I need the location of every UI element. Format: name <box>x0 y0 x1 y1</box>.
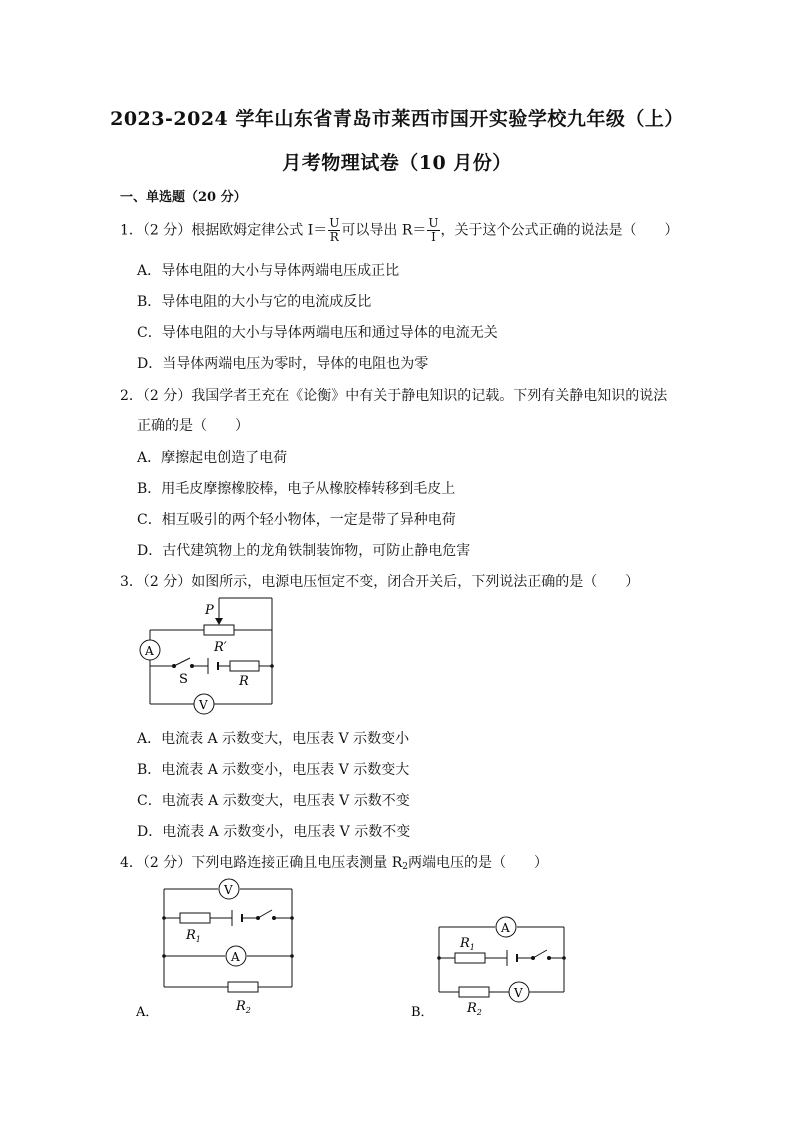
figa-label-r1 <box>185 928 201 944</box>
label-voltmeter-v: V <box>199 698 208 712</box>
figa-r1-subscript: 1 <box>195 935 201 944</box>
switch-contact-icon-2 <box>190 664 194 668</box>
slider-arrow-icon <box>215 618 223 625</box>
figb-junction-icon <box>437 956 441 960</box>
q2-stem-line2: 正确的是（ ） <box>137 418 249 434</box>
figb-label-a: A <box>501 921 510 935</box>
q4-stem-part-a: 4．（2 分）下列电路连接正确且电压表测量 R <box>120 855 403 871</box>
q2-option-a: A．摩擦起电创造了电荷 <box>137 450 288 466</box>
document-title-line1: 2023-2024 学年山东省青岛市莱西市国开实验学校九年级（上） <box>110 108 684 130</box>
q1-frac2-numerator: U <box>428 216 439 230</box>
figa-label-r2 <box>235 999 251 1015</box>
q3-option-d: D．电流表 A 示数变小，电压表 V 示数不变 <box>137 824 411 840</box>
figb-r1-letter: R <box>460 936 470 951</box>
figb-label-r2 <box>466 1001 482 1017</box>
q1-stem-part-c: ，关于这个公式正确的说法是（ ） <box>440 222 679 239</box>
figb-label-r1 <box>459 936 475 952</box>
figa-label-a: A <box>231 950 240 964</box>
q4-figure-a <box>136 874 306 1026</box>
q4-stem <box>120 852 548 872</box>
q4-stem-subscript: 2 <box>402 862 408 872</box>
figa-junction-icon-3 <box>162 954 166 958</box>
q2-option-d: D．古代建筑物上的龙角铁制装饰物，可防止静电危害 <box>137 543 471 559</box>
q2-option-b: B．用毛皮摩擦橡胶棒，电子从橡胶棒转移到毛皮上 <box>137 481 456 497</box>
label-ammeter-a: A <box>145 644 154 658</box>
figa-switch-blade-icon <box>258 910 272 918</box>
figb-r2-subscript: 2 <box>476 1008 482 1017</box>
figb-resistor-r2 <box>459 987 489 997</box>
q1-option-a: A．导体电阻的大小与导体两端电压成正比 <box>137 263 400 279</box>
q1-frac1-denominator: R <box>329 230 339 244</box>
section-heading: 一、单选题（20 分） <box>120 190 247 205</box>
figb-junction-icon-2 <box>562 956 566 960</box>
figa-junction-icon-4 <box>290 954 294 958</box>
rheostat-r-prime <box>204 625 234 635</box>
figa-r2-letter: R <box>236 999 246 1014</box>
q1-formula-fraction-1 <box>328 217 340 244</box>
q4-circuit-a <box>136 874 306 1022</box>
q3-circuit-figure <box>132 592 307 726</box>
q1-stem-part-b: 可以导出 R＝ <box>341 222 427 239</box>
label-r-prime: R′ <box>214 640 227 655</box>
q4-circuit-b <box>411 912 581 1024</box>
figb-r1-subscript: 1 <box>469 943 475 952</box>
question-1-stem <box>120 217 679 244</box>
figa-option-label: A． <box>136 1005 159 1020</box>
q2-stem-line1: 2．（2 分）我国学者王充在《论衡》中有关于静电知识的记载。下列有关静电知识的说法 <box>120 388 668 404</box>
figa-r1-letter: R <box>186 928 196 943</box>
figa-label-v: V <box>224 883 233 897</box>
figb-option-label: B． <box>411 1005 434 1020</box>
q1-stem-part-a: 1．（2 分）根据欧姆定律公式 I＝ <box>120 222 328 239</box>
figa-resistor-r1 <box>180 913 210 923</box>
q1-option-b: B．导体电阻的大小与它的电流成反比 <box>137 294 372 310</box>
label-switch-s: S <box>179 672 188 687</box>
figa-r2-subscript: 2 <box>245 1006 251 1015</box>
figa-junction-icon <box>162 916 166 920</box>
label-resistor-r: R <box>239 674 249 689</box>
q3-stem: 3．（2 分）如图所示，电源电压恒定不变，闭合开关后，下列说法正确的是（ ） <box>120 574 640 590</box>
q3-option-b: B．电流表 A 示数变小，电压表 V 示数变大 <box>137 762 410 778</box>
q3-option-a: A．电流表 A 示数变大，电压表 V 示数变小 <box>137 731 410 747</box>
figb-switch-blade-icon <box>533 950 547 958</box>
q1-option-d: D．当导体两端电压为零时，导体的电阻也为零 <box>137 356 429 372</box>
figb-label-v: V <box>514 986 523 1000</box>
figb-resistor-r1 <box>455 953 485 963</box>
q1-frac2-denominator: I <box>431 230 436 244</box>
q1-option-c: C．导体电阻的大小与导体两端电压和通过导体的电流无关 <box>137 325 498 341</box>
q3-circuit-diagram <box>132 592 307 722</box>
figa-switch-contact-icon-2 <box>272 916 276 920</box>
figb-r2-letter: R <box>467 1001 477 1016</box>
figa-resistor-r2 <box>228 982 258 992</box>
q1-formula-fraction-2 <box>427 217 439 244</box>
q4-stem-part-b: 两端电压的是（ ） <box>408 855 548 871</box>
junction-dot-icon <box>270 664 274 668</box>
q2-option-c: C．相互吸引的两个轻小物体，一定是带了异种电荷 <box>137 512 456 528</box>
figb-switch-contact-icon-2 <box>547 956 551 960</box>
q4-figure-b <box>411 912 581 1028</box>
figa-junction-icon-2 <box>290 916 294 920</box>
q3-option-c: C．电流表 A 示数变大，电压表 V 示数不变 <box>137 793 410 809</box>
q1-frac1-numerator: U <box>329 216 340 230</box>
document-title-line2: 月考物理试卷（10 月份） <box>282 152 512 174</box>
switch-blade-icon <box>174 658 190 666</box>
label-p: P <box>205 603 214 618</box>
resistor-r <box>230 661 259 671</box>
